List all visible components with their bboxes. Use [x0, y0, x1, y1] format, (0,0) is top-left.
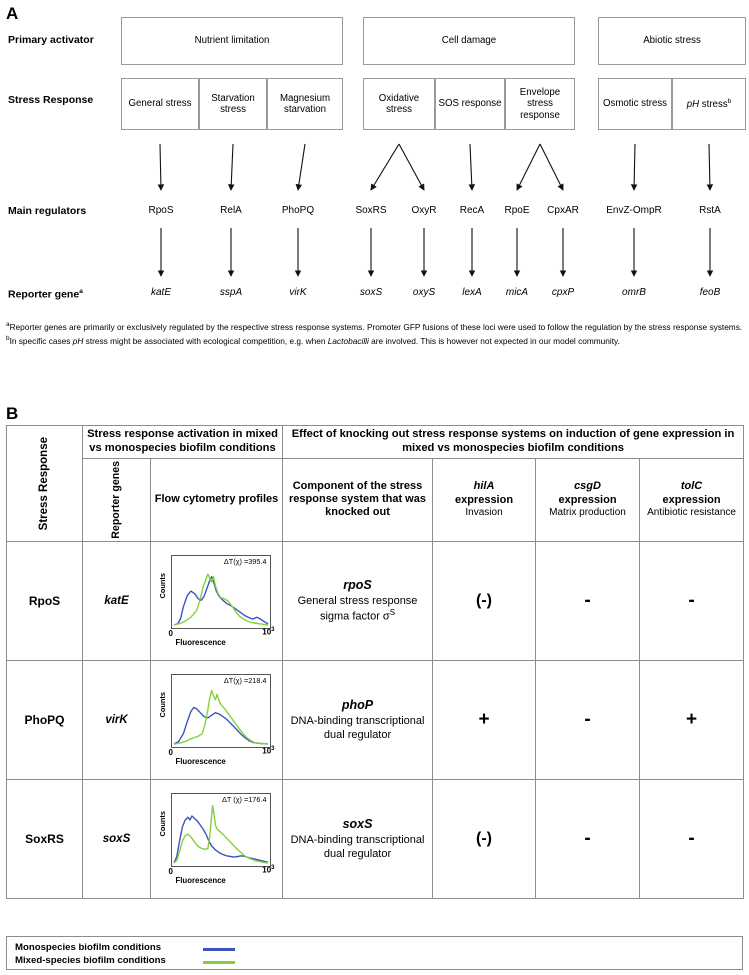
stress-response-box-3	[363, 78, 435, 130]
header-csgd-expression-word: expression	[558, 493, 617, 506]
arrow-stress-to-regulator	[540, 144, 563, 190]
stress-response-label: SOS response	[438, 98, 502, 110]
reporter-gene-omrb: omrB	[622, 287, 646, 298]
header-hila-expression-word: expression	[454, 493, 514, 506]
header-group-activation: Stress response activation in mixed vs monospecies biofilm conditions	[83, 426, 283, 459]
fcm-series-line	[174, 707, 268, 744]
knocked-out-gene: rpoS	[343, 577, 372, 592]
fcm-x-axis-label: Fluorescence	[175, 756, 226, 766]
cell-stress-response: SoxRS	[7, 779, 83, 898]
reporter-gene-soxs: soxS	[359, 287, 383, 298]
reporter-gene-kate: katE	[150, 287, 172, 298]
legend-label-mixed-species: Mixed-species biofilm conditions	[15, 955, 166, 966]
header-csgd-expression	[536, 458, 640, 541]
panel-a	[0, 0, 749, 380]
header-hila-expression	[433, 458, 536, 541]
header-csgd-sublabel: Matrix production	[549, 506, 626, 518]
footnote-marker-b: b	[727, 97, 732, 105]
footnote-b-post: are involved. This is however not expected in our model community.	[368, 335, 620, 346]
stress-response-table	[6, 425, 744, 899]
stress-response-box-5	[505, 78, 575, 130]
footnote-b-marker: b	[6, 334, 10, 342]
fcm-delta-t-annotation: ΔT(χ) =395.4	[223, 556, 267, 566]
stress-response-box-7	[672, 78, 746, 130]
header-component-knocked-out: Component of the stress response system that was knocked out	[283, 458, 433, 541]
row-label-reporter-gene-text: Reporter gene	[8, 288, 80, 301]
cell-tolc-result: -	[640, 541, 744, 660]
fcm-x-axis-max: $10^3$	[262, 745, 275, 756]
arrow-stress-to-regulator	[231, 144, 233, 190]
table-row	[7, 660, 744, 779]
knocked-out-description: DNA-binding transcriptional dual regulator	[290, 833, 425, 861]
fcm-y-axis-label: Counts	[157, 810, 167, 836]
table-row	[7, 779, 744, 898]
cell-csgd-result: -	[536, 660, 640, 779]
stress-response-label: Osmotic stress	[602, 98, 668, 110]
footnote-marker-a: a	[79, 288, 83, 295]
legend-swatch-mixed-species	[203, 961, 235, 964]
stress-response-label: General stress	[128, 98, 192, 110]
footnote-b-pre: In specific cases	[9, 335, 73, 346]
fcm-delta-t-annotation: ΔT(χ) =218.4	[223, 675, 267, 685]
fcm-series-line	[174, 576, 268, 624]
primary-activator-box-0	[121, 17, 343, 65]
main-regulator-phopq: PhoPQ	[281, 205, 315, 216]
cell-csgd-result: -	[536, 779, 640, 898]
stress-response-label: Oxidative stress	[378, 92, 420, 115]
legend-label-monospecies: Monospecies biofilm conditions	[15, 942, 162, 953]
cell-hila-result: +	[433, 660, 536, 779]
stress-response-box-2	[267, 78, 343, 130]
cell-flow-cytometry	[151, 660, 283, 779]
arrow-stress-to-regulator	[160, 144, 161, 190]
footnote-b-mid: stress might be associated with ecological competition, e.g. when	[83, 335, 328, 346]
main-regulator-soxrs: SoxRS	[355, 205, 387, 216]
reporter-gene-oxys: oxyS	[412, 287, 436, 298]
arrow-stress-to-regulator	[470, 144, 472, 190]
header-flow-cytometry: Flow cytometry profiles	[151, 458, 283, 541]
cell-reporter-gene: virK	[83, 660, 151, 779]
row-label-reporter-gene	[8, 288, 83, 301]
main-regulator-oxyr: OxyR	[411, 205, 437, 216]
reporter-gene-virk: virK	[289, 287, 307, 298]
header-tolc-expression-word: expression	[662, 493, 721, 506]
fcm-y-axis-label: Counts	[157, 691, 167, 717]
row-label-main-regulators: Main regulators	[8, 205, 87, 217]
header-csgd-gene: csgD	[574, 480, 601, 493]
cell-reporter-gene: katE	[83, 541, 151, 660]
primary-activator-label: Cell damage	[441, 35, 497, 47]
knocked-out-description: DNA-binding transcriptional dual regulator	[290, 714, 425, 742]
flow-cytometry-plot	[158, 553, 276, 649]
stress-response-label: Envelope stress response	[519, 86, 561, 121]
knocked-out-gene: phoP	[341, 697, 374, 712]
cell-tolc-result: -	[640, 779, 744, 898]
fcm-delta-t-annotation: ΔT (χ) =176.4	[222, 794, 267, 804]
header-tolc-expression	[640, 458, 744, 541]
chart-legend	[6, 936, 743, 970]
arrow-stress-to-regulator	[709, 144, 710, 190]
fcm-series-line	[174, 805, 268, 862]
reporter-gene-mica: micA	[505, 287, 529, 298]
cell-tolc-result: +	[640, 660, 744, 779]
flow-cytometry-plot	[158, 672, 276, 768]
cell-hila-result: (-)	[433, 779, 536, 898]
cell-knocked-out-component	[283, 779, 433, 898]
table-header-row-1	[7, 426, 744, 459]
main-regulator-reca: RecA	[459, 205, 485, 216]
header-tolc-sublabel: Antibiotic resistance	[647, 506, 736, 518]
fcm-series-line	[174, 574, 268, 625]
primary-activator-label: Nutrient limitation	[194, 35, 270, 47]
footnote-a-text: Reporter genes are primarily or exclusively regulated by the respective stress response systems. Promoter GFP fusions of these loci were used to follow the regulation by the stress response systems.	[9, 321, 743, 332]
fcm-series-line	[174, 816, 268, 863]
fcm-plot-area	[171, 674, 271, 748]
primary-activator-label: Abiotic stress	[643, 35, 701, 47]
reporter-gene-cpxp: cpxP	[551, 287, 575, 298]
cell-flow-cytometry	[151, 779, 283, 898]
panel-a-footnotes	[6, 320, 746, 347]
fcm-x-axis-min: 0	[168, 866, 173, 876]
flow-cytometry-plot	[158, 791, 276, 887]
fcm-plot-area	[171, 793, 271, 867]
stress-response-box-6	[598, 78, 672, 130]
cell-stress-response: RpoS	[7, 541, 83, 660]
stress-response-box-0	[121, 78, 199, 130]
fcm-x-axis-max: $10^3$	[262, 626, 275, 637]
panel-b	[6, 425, 743, 899]
legend-swatch-monospecies	[203, 948, 235, 951]
knocked-out-description: General stress response sigma factor σ	[297, 595, 418, 623]
fcm-x-axis-min: 0	[168, 747, 173, 757]
main-regulator-cpxar: CpxAR	[547, 205, 579, 216]
main-regulator-rela: RelA	[220, 205, 242, 216]
arrow-stress-to-regulator	[371, 144, 399, 190]
knocked-out-gene: soxS	[342, 816, 373, 831]
main-regulator-rpos: RpoS	[148, 205, 174, 216]
footnote-b-italic-ph: pH	[72, 335, 84, 346]
cell-reporter-gene: soxS	[83, 779, 151, 898]
header-stress-response-label: Stress Response	[37, 436, 50, 530]
primary-activator-box-2	[598, 17, 746, 65]
cell-csgd-result: -	[536, 541, 640, 660]
stress-response-box-4	[435, 78, 505, 130]
header-reporter-genes	[83, 458, 151, 541]
header-hila-gene: hilA	[473, 480, 495, 493]
panel-b-letter: B	[6, 404, 19, 423]
footnote-a-marker: a	[6, 321, 10, 328]
fcm-x-axis-label: Fluorescence	[175, 637, 226, 647]
arrow-stress-to-regulator	[399, 144, 424, 190]
reporter-gene-sspa: sspA	[219, 287, 243, 298]
main-regulator-envz-ompr: EnvZ-OmpR	[606, 205, 662, 216]
stress-response-label: Starvation stress	[211, 92, 255, 115]
header-hila-sublabel: Invasion	[465, 506, 503, 518]
panel-a-letter: A	[6, 4, 19, 23]
main-regulator-rsta: RstA	[699, 205, 721, 216]
footnote-b-italic-lactobacilli: Lactobacilli	[327, 335, 369, 346]
fcm-y-axis-label: Counts	[157, 572, 167, 598]
arrow-stress-to-regulator	[517, 144, 540, 190]
reporter-gene-feob: feoB	[699, 287, 721, 298]
arrow-stress-to-regulator	[298, 144, 305, 190]
cell-hila-result: (-)	[433, 541, 536, 660]
fcm-x-axis-min: 0	[168, 628, 173, 638]
stress-response-label: pH stress$^b$	[686, 97, 732, 110]
knocked-out-description-superscript: S	[389, 608, 396, 618]
stress-response-label: Magnesium starvation	[279, 92, 331, 115]
fcm-x-axis-max: $10^3$	[262, 864, 275, 875]
fcm-x-axis-label: Fluorescence	[175, 875, 226, 885]
footnote-b	[6, 334, 746, 348]
stress-response-box-1	[199, 78, 267, 130]
header-group-knockout: Effect of knocking out stress response systems on induction of gene expression in mixed vs monospecies biofilm conditions	[283, 426, 744, 459]
fcm-plot-area	[171, 555, 271, 629]
row-label-primary-activator: Primary activator	[8, 34, 94, 46]
arrow-stress-to-regulator	[634, 144, 635, 190]
reporter-gene-lexa: lexA	[462, 287, 482, 298]
row-label-stress-response: Stress Response	[8, 94, 94, 106]
cell-flow-cytometry	[151, 541, 283, 660]
header-tolc-gene: tolC	[680, 480, 703, 493]
primary-activator-box-1	[363, 17, 575, 65]
cell-knocked-out-component	[283, 541, 433, 660]
header-stress-response	[7, 426, 83, 542]
table-header-row-2	[7, 458, 744, 541]
table-row	[7, 541, 744, 660]
main-regulator-rpoe: RpoE	[504, 205, 530, 216]
cell-knocked-out-component	[283, 660, 433, 779]
cell-stress-response: PhoPQ	[7, 660, 83, 779]
footnote-a	[6, 320, 746, 334]
header-reporter-genes-label: Reporter genes	[110, 460, 123, 539]
